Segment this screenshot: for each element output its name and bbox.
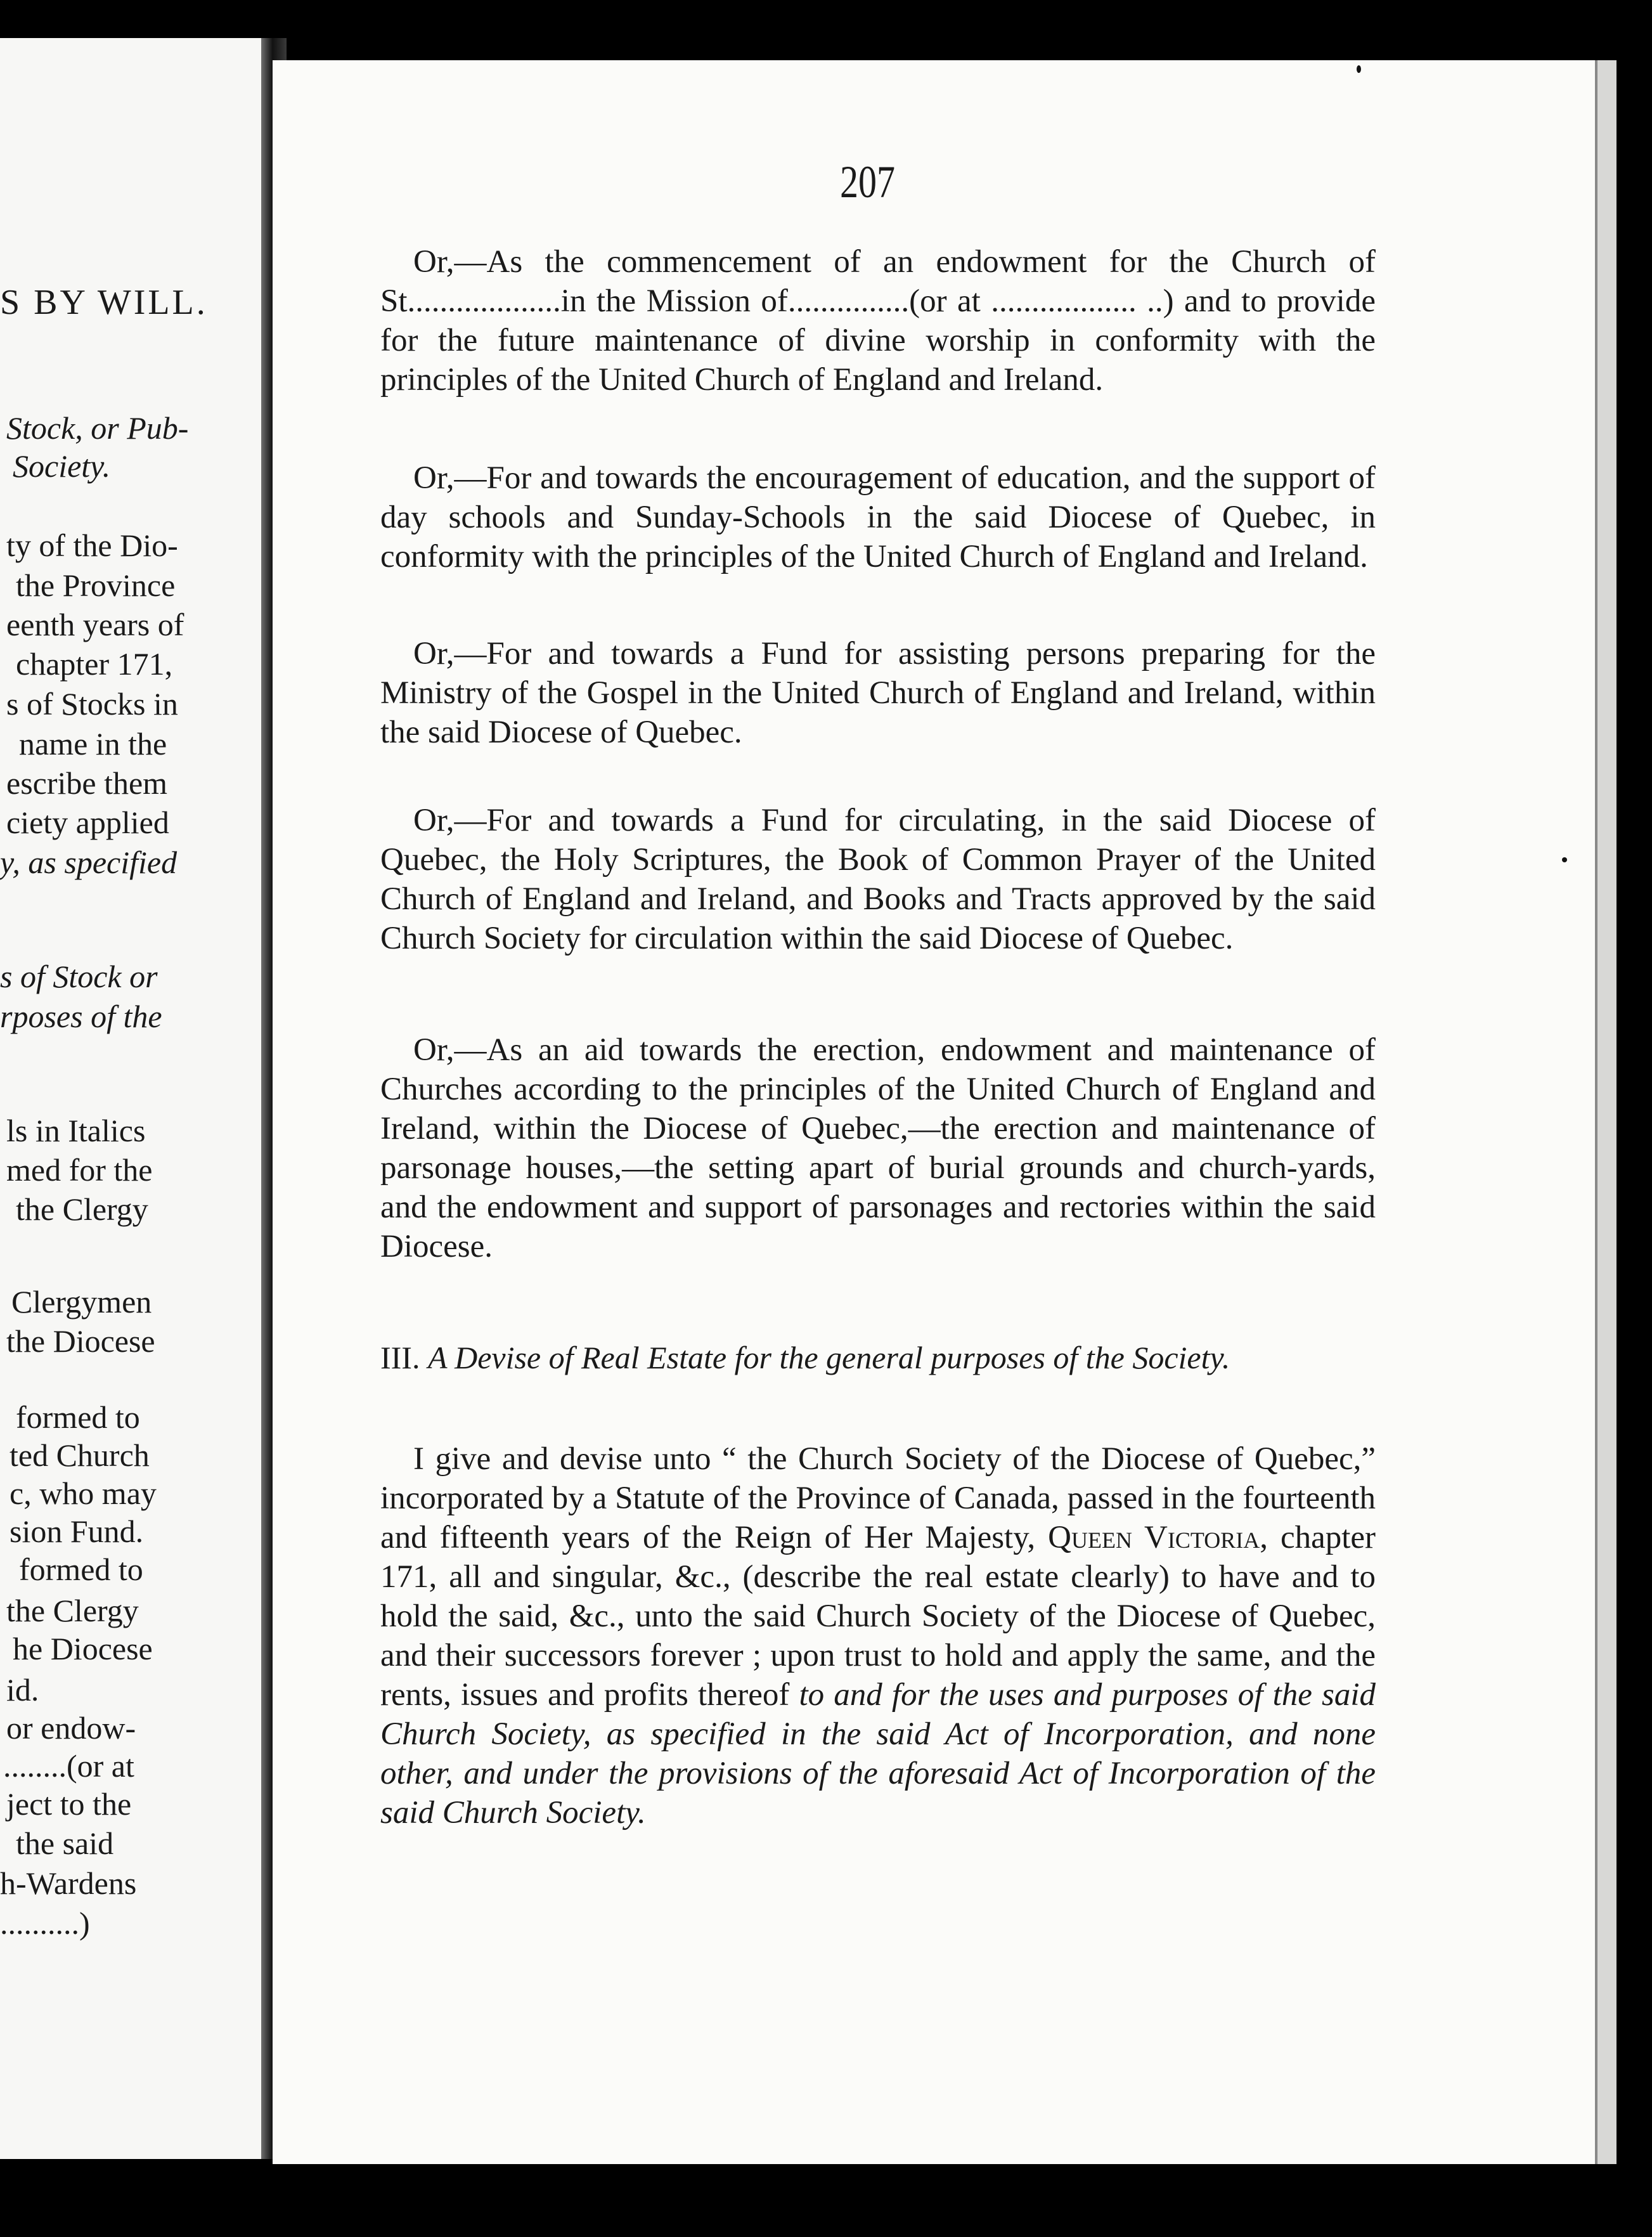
- left-page-line: formed to: [19, 1552, 143, 1587]
- left-page-line: rposes of the: [0, 999, 162, 1034]
- paragraph-1: Or,—As the commencement of an endowment for the Church of St...................in the Mission of...............(or at .................. ..) and to provide for the future maintenance of divine worship in conformity with the principles of the United Church of England and Ireland.: [380, 244, 1376, 398]
- print-speck: [1357, 65, 1361, 73]
- left-page-line: ciety applied: [6, 805, 169, 840]
- left-page-line: ........(or at: [3, 1748, 134, 1784]
- left-page-line: the said: [16, 1825, 114, 1861]
- paragraph-4: Or,—For and towards a Fund for circulating, in the said Diocese of Quebec, the Holy Scriptures, the Book of Common Prayer of the United Church of England and Ireland, and Books and Tracts approved by the said Church Society for circulation within the said Diocese of Quebec.: [380, 803, 1376, 956]
- left-page-line: sion Fund.: [10, 1514, 144, 1549]
- left-page-line: escribe them: [6, 765, 168, 801]
- left-page-line: ..........): [0, 1905, 90, 1941]
- left-page-line: Stock, or Pub-: [6, 410, 189, 446]
- left-facing-page: [0, 38, 261, 2159]
- document-page: [273, 60, 1595, 2164]
- left-page-line: chapter 171,: [16, 646, 173, 682]
- left-page-line: s of Stock or: [0, 959, 158, 994]
- left-page-line: y, as specified: [0, 845, 177, 880]
- left-page-line: ty of the Dio-: [6, 528, 178, 563]
- left-page-line: h-Wardens: [0, 1865, 137, 1901]
- left-page-line: Clergymen: [11, 1284, 152, 1320]
- left-page-line: the Diocese: [6, 1323, 155, 1359]
- left-page-line: Society.: [13, 448, 111, 484]
- left-page-line: med for the: [6, 1152, 153, 1188]
- paragraph-2: Or,—For and towards the encouragement of education, and the support of day schools and Sunday-Schools in the said Diocese of Quebec, in conformity with the principles of the United Church of England and Ireland.: [380, 460, 1376, 574]
- left-page-line: id.: [6, 1672, 39, 1708]
- left-page-line: ls in Italics: [6, 1113, 146, 1148]
- paragraph-3: Or,—For and towards a Fund for assisting persons preparing for the Ministry of the Gospel in the United Church of England and Ireland, within the said Diocese of Quebec.: [380, 636, 1376, 750]
- left-page-line: eenth years of: [6, 607, 184, 642]
- section-heading: [380, 1338, 1414, 1377]
- left-running-head: S BY WILL.: [0, 283, 208, 322]
- left-page-line: c, who may: [10, 1475, 157, 1511]
- paragraph-devise: [380, 1439, 1376, 1832]
- print-speck: [1562, 857, 1567, 862]
- page-edge: [1595, 60, 1617, 2164]
- left-page-line: name in the: [19, 726, 167, 762]
- queen-victoria: Queen Victoria: [1048, 1520, 1260, 1555]
- section-numeral: III.: [380, 1340, 420, 1375]
- left-page-line: ject to the: [6, 1786, 132, 1822]
- left-page-line: ted Church: [10, 1437, 150, 1473]
- devise-text-2: , chapter 171, all and singular, &c., (describe the real estate clearly) to have and to hold the said, &c., unto the said Church Society of the Diocese of Quebec, and their successors forever ; upon trust to hold and apply the same, and the rents, issues and profits thereof: [380, 1520, 1376, 1713]
- page-number: 207: [840, 155, 895, 208]
- left-page-line: the Clergy: [6, 1593, 139, 1628]
- section-title: A Devise of Real Estate for the general purposes of the Society.: [427, 1340, 1230, 1375]
- left-page-line: or endow-: [6, 1710, 136, 1746]
- devise-italic-text: to and for the uses and purposes of the said Church Society, as specified in the said Act of Incorporation, and none other, and under the provisions of the aforesaid Act of Incorporation of the said Church Society.: [380, 1677, 1376, 1831]
- left-page-line: formed to: [16, 1399, 140, 1435]
- devise-text-1: I give and devise unto “ the Church Society of the Diocese of Quebec,” incorporated by a Statute of the Province of Canada, passed in the fourteenth and fifteenth years of the Reign of Her Majesty,: [380, 1441, 1376, 1555]
- left-page-line: s of Stocks in: [6, 686, 178, 722]
- left-page-line: the Clergy: [16, 1191, 148, 1227]
- paragraph-5: Or,—As an aid towards the erection, endowment and maintenance of Churches according to the principles of the United Church of England and Ireland, within the Diocese of Quebec,—the erection and maintenance of parsonage houses,—the setting apart of burial grounds and church-yards, and the endowment and support of parsonages and rectories within the said Diocese.: [380, 1032, 1376, 1264]
- left-page-line: he Diocese: [13, 1631, 153, 1666]
- left-page-line: the Province: [16, 567, 176, 603]
